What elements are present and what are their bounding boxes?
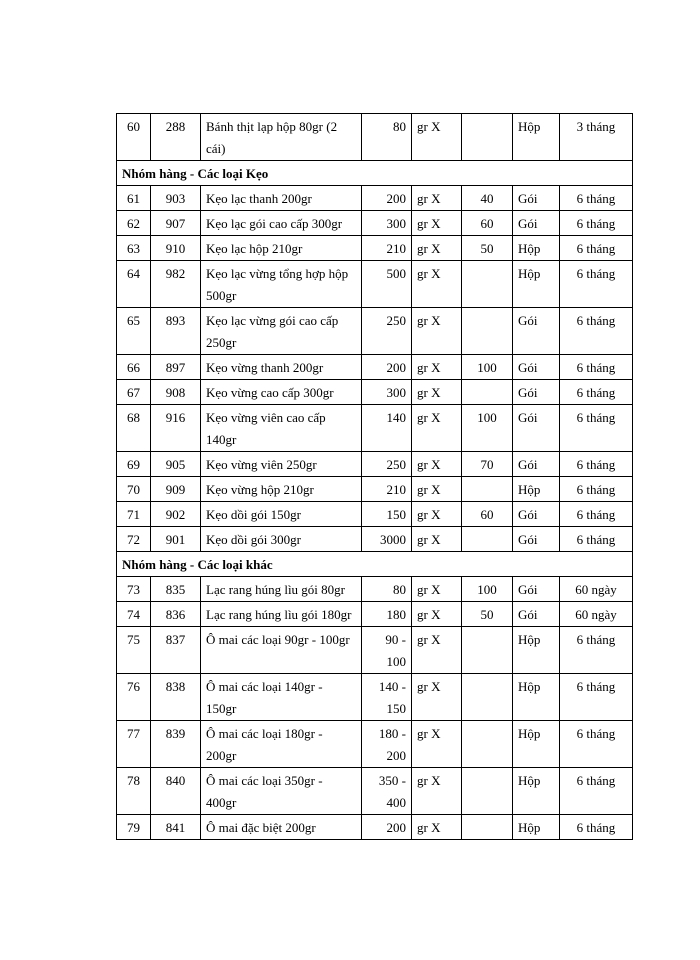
product-name: Kẹo dồi gói 300gr xyxy=(201,527,362,552)
shelf-life: 6 tháng xyxy=(560,768,633,815)
table-row xyxy=(117,527,633,552)
product-name: Kẹo lạc thanh 200gr xyxy=(201,186,362,211)
table-row xyxy=(117,768,633,815)
weight-unit: gr X xyxy=(412,674,462,721)
pack-quantity: 100 xyxy=(462,355,513,380)
product-code: 897 xyxy=(151,355,201,380)
group-title: Nhóm hàng - Các loại Kẹo xyxy=(117,161,633,186)
product-code: 835 xyxy=(151,577,201,602)
pack-quantity: 40 xyxy=(462,186,513,211)
table-row xyxy=(117,211,633,236)
product-table xyxy=(116,113,633,840)
packaging-type: Gói xyxy=(513,502,560,527)
product-name: Kẹo vừng viên cao cấp 140gr xyxy=(201,405,362,452)
weight-unit: gr X xyxy=(412,502,462,527)
table-row xyxy=(117,308,633,355)
product-code: 838 xyxy=(151,674,201,721)
row-number: 79 xyxy=(117,815,151,840)
row-number: 66 xyxy=(117,355,151,380)
pack-quantity xyxy=(462,674,513,721)
product-weight: 210 xyxy=(362,236,412,261)
pack-quantity: 100 xyxy=(462,577,513,602)
product-weight: 140 - 150 xyxy=(362,674,412,721)
weight-unit: gr X xyxy=(412,114,462,161)
pack-quantity xyxy=(462,768,513,815)
weight-unit: gr X xyxy=(412,721,462,768)
table-row xyxy=(117,114,633,161)
shelf-life: 6 tháng xyxy=(560,502,633,527)
shelf-life: 6 tháng xyxy=(560,236,633,261)
row-number: 73 xyxy=(117,577,151,602)
pack-quantity: 60 xyxy=(462,211,513,236)
product-weight: 250 xyxy=(362,452,412,477)
packaging-type: Hộp xyxy=(513,236,560,261)
product-name: Kẹo vừng cao cấp 300gr xyxy=(201,380,362,405)
product-weight: 180 xyxy=(362,602,412,627)
row-number: 64 xyxy=(117,261,151,308)
packaging-type: Gói xyxy=(513,355,560,380)
row-number: 77 xyxy=(117,721,151,768)
shelf-life: 6 tháng xyxy=(560,721,633,768)
product-weight: 300 xyxy=(362,380,412,405)
row-number: 74 xyxy=(117,602,151,627)
table-row xyxy=(117,236,633,261)
packaging-type: Hộp xyxy=(513,721,560,768)
table-row xyxy=(117,477,633,502)
product-weight: 80 xyxy=(362,577,412,602)
packaging-type: Hộp xyxy=(513,674,560,721)
row-number: 60 xyxy=(117,114,151,161)
product-weight: 210 xyxy=(362,477,412,502)
product-weight: 500 xyxy=(362,261,412,308)
pack-quantity xyxy=(462,114,513,161)
weight-unit: gr X xyxy=(412,308,462,355)
shelf-life: 6 tháng xyxy=(560,405,633,452)
table-row xyxy=(117,502,633,527)
packaging-type: Gói xyxy=(513,577,560,602)
weight-unit: gr X xyxy=(412,602,462,627)
product-code: 905 xyxy=(151,452,201,477)
product-code: 836 xyxy=(151,602,201,627)
product-name: Kẹo lạc gói cao cấp 300gr xyxy=(201,211,362,236)
row-number: 75 xyxy=(117,627,151,674)
shelf-life: 6 tháng xyxy=(560,627,633,674)
shelf-life: 60 ngày xyxy=(560,602,633,627)
table-row xyxy=(117,602,633,627)
shelf-life: 6 tháng xyxy=(560,186,633,211)
pack-quantity xyxy=(462,380,513,405)
row-number: 76 xyxy=(117,674,151,721)
weight-unit: gr X xyxy=(412,452,462,477)
product-code: 907 xyxy=(151,211,201,236)
product-name: Ô mai các loại 350gr - 400gr xyxy=(201,768,362,815)
packaging-type: Gói xyxy=(513,380,560,405)
table-row xyxy=(117,815,633,840)
packaging-type: Gói xyxy=(513,527,560,552)
packaging-type: Hộp xyxy=(513,815,560,840)
shelf-life: 6 tháng xyxy=(560,211,633,236)
group-header-row xyxy=(117,161,633,186)
product-code: 982 xyxy=(151,261,201,308)
product-name: Lạc rang húng lìu gói 80gr xyxy=(201,577,362,602)
product-weight: 80 xyxy=(362,114,412,161)
product-code: 916 xyxy=(151,405,201,452)
packaging-type: Hộp xyxy=(513,627,560,674)
weight-unit: gr X xyxy=(412,211,462,236)
pack-quantity xyxy=(462,308,513,355)
packaging-type: Gói xyxy=(513,602,560,627)
packaging-type: Gói xyxy=(513,308,560,355)
product-name: Kẹo vừng viên 250gr xyxy=(201,452,362,477)
packaging-type: Gói xyxy=(513,405,560,452)
product-code: 837 xyxy=(151,627,201,674)
row-number: 68 xyxy=(117,405,151,452)
group-title: Nhóm hàng - Các loại khác xyxy=(117,552,633,577)
product-name: Kẹo lạc vừng tổng hợp hộp 500gr xyxy=(201,261,362,308)
weight-unit: gr X xyxy=(412,477,462,502)
weight-unit: gr X xyxy=(412,815,462,840)
product-weight: 90 - 100 xyxy=(362,627,412,674)
product-name: Ô mai đặc biệt 200gr xyxy=(201,815,362,840)
product-code: 893 xyxy=(151,308,201,355)
shelf-life: 6 tháng xyxy=(560,355,633,380)
row-number: 63 xyxy=(117,236,151,261)
product-weight: 200 xyxy=(362,186,412,211)
product-name: Lạc rang húng lìu gói 180gr xyxy=(201,602,362,627)
shelf-life: 6 tháng xyxy=(560,452,633,477)
product-weight: 300 xyxy=(362,211,412,236)
pack-quantity xyxy=(462,261,513,308)
shelf-life: 3 tháng xyxy=(560,114,633,161)
pack-quantity xyxy=(462,477,513,502)
row-number: 62 xyxy=(117,211,151,236)
weight-unit: gr X xyxy=(412,186,462,211)
packaging-type: Gói xyxy=(513,452,560,477)
table-row xyxy=(117,355,633,380)
pack-quantity xyxy=(462,721,513,768)
pack-quantity: 70 xyxy=(462,452,513,477)
table-row xyxy=(117,186,633,211)
product-code: 908 xyxy=(151,380,201,405)
packaging-type: Hộp xyxy=(513,114,560,161)
table-row xyxy=(117,452,633,477)
product-name: Bánh thịt lạp hộp 80gr (2 cái) xyxy=(201,114,362,161)
row-number: 69 xyxy=(117,452,151,477)
product-name: Ô mai các loại 90gr - 100gr xyxy=(201,627,362,674)
shelf-life: 6 tháng xyxy=(560,815,633,840)
weight-unit: gr X xyxy=(412,355,462,380)
group-header-row xyxy=(117,552,633,577)
pack-quantity: 50 xyxy=(462,602,513,627)
product-code: 288 xyxy=(151,114,201,161)
weight-unit: gr X xyxy=(412,527,462,552)
product-name: Ô mai các loại 140gr - 150gr xyxy=(201,674,362,721)
row-number: 78 xyxy=(117,768,151,815)
row-number: 70 xyxy=(117,477,151,502)
packaging-type: Hộp xyxy=(513,261,560,308)
packaging-type: Gói xyxy=(513,211,560,236)
product-weight: 200 xyxy=(362,815,412,840)
product-code: 909 xyxy=(151,477,201,502)
weight-unit: gr X xyxy=(412,405,462,452)
pack-quantity: 60 xyxy=(462,502,513,527)
shelf-life: 6 tháng xyxy=(560,261,633,308)
product-code: 910 xyxy=(151,236,201,261)
weight-unit: gr X xyxy=(412,236,462,261)
pack-quantity xyxy=(462,627,513,674)
product-name: Kẹo lạc vừng gói cao cấp 250gr xyxy=(201,308,362,355)
product-name: Kẹo dồi gói 150gr xyxy=(201,502,362,527)
shelf-life: 6 tháng xyxy=(560,527,633,552)
table-row xyxy=(117,380,633,405)
pack-quantity xyxy=(462,815,513,840)
table-body xyxy=(117,114,633,840)
product-code: 841 xyxy=(151,815,201,840)
shelf-life: 60 ngày xyxy=(560,577,633,602)
shelf-life: 6 tháng xyxy=(560,380,633,405)
row-number: 71 xyxy=(117,502,151,527)
product-weight: 180 - 200 xyxy=(362,721,412,768)
pack-quantity: 100 xyxy=(462,405,513,452)
row-number: 65 xyxy=(117,308,151,355)
product-weight: 3000 xyxy=(362,527,412,552)
pack-quantity xyxy=(462,527,513,552)
product-code: 840 xyxy=(151,768,201,815)
pack-quantity: 50 xyxy=(462,236,513,261)
packaging-type: Hộp xyxy=(513,477,560,502)
product-name: Kẹo vừng hộp 210gr xyxy=(201,477,362,502)
product-code: 839 xyxy=(151,721,201,768)
weight-unit: gr X xyxy=(412,627,462,674)
product-name: Kẹo lạc hộp 210gr xyxy=(201,236,362,261)
weight-unit: gr X xyxy=(412,261,462,308)
product-name: Ô mai các loại 180gr - 200gr xyxy=(201,721,362,768)
packaging-type: Gói xyxy=(513,186,560,211)
table-row xyxy=(117,674,633,721)
shelf-life: 6 tháng xyxy=(560,674,633,721)
shelf-life: 6 tháng xyxy=(560,308,633,355)
row-number: 72 xyxy=(117,527,151,552)
weight-unit: gr X xyxy=(412,768,462,815)
table-row xyxy=(117,577,633,602)
table-row xyxy=(117,627,633,674)
product-code: 902 xyxy=(151,502,201,527)
table-row xyxy=(117,721,633,768)
product-name: Kẹo vừng thanh 200gr xyxy=(201,355,362,380)
product-weight: 250 xyxy=(362,308,412,355)
product-code: 901 xyxy=(151,527,201,552)
row-number: 67 xyxy=(117,380,151,405)
shelf-life: 6 tháng xyxy=(560,477,633,502)
product-code: 903 xyxy=(151,186,201,211)
table-row xyxy=(117,261,633,308)
weight-unit: gr X xyxy=(412,380,462,405)
table-row xyxy=(117,405,633,452)
packaging-type: Hộp xyxy=(513,768,560,815)
product-weight: 150 xyxy=(362,502,412,527)
product-weight: 140 xyxy=(362,405,412,452)
product-weight: 200 xyxy=(362,355,412,380)
row-number: 61 xyxy=(117,186,151,211)
product-weight: 350 - 400 xyxy=(362,768,412,815)
weight-unit: gr X xyxy=(412,577,462,602)
